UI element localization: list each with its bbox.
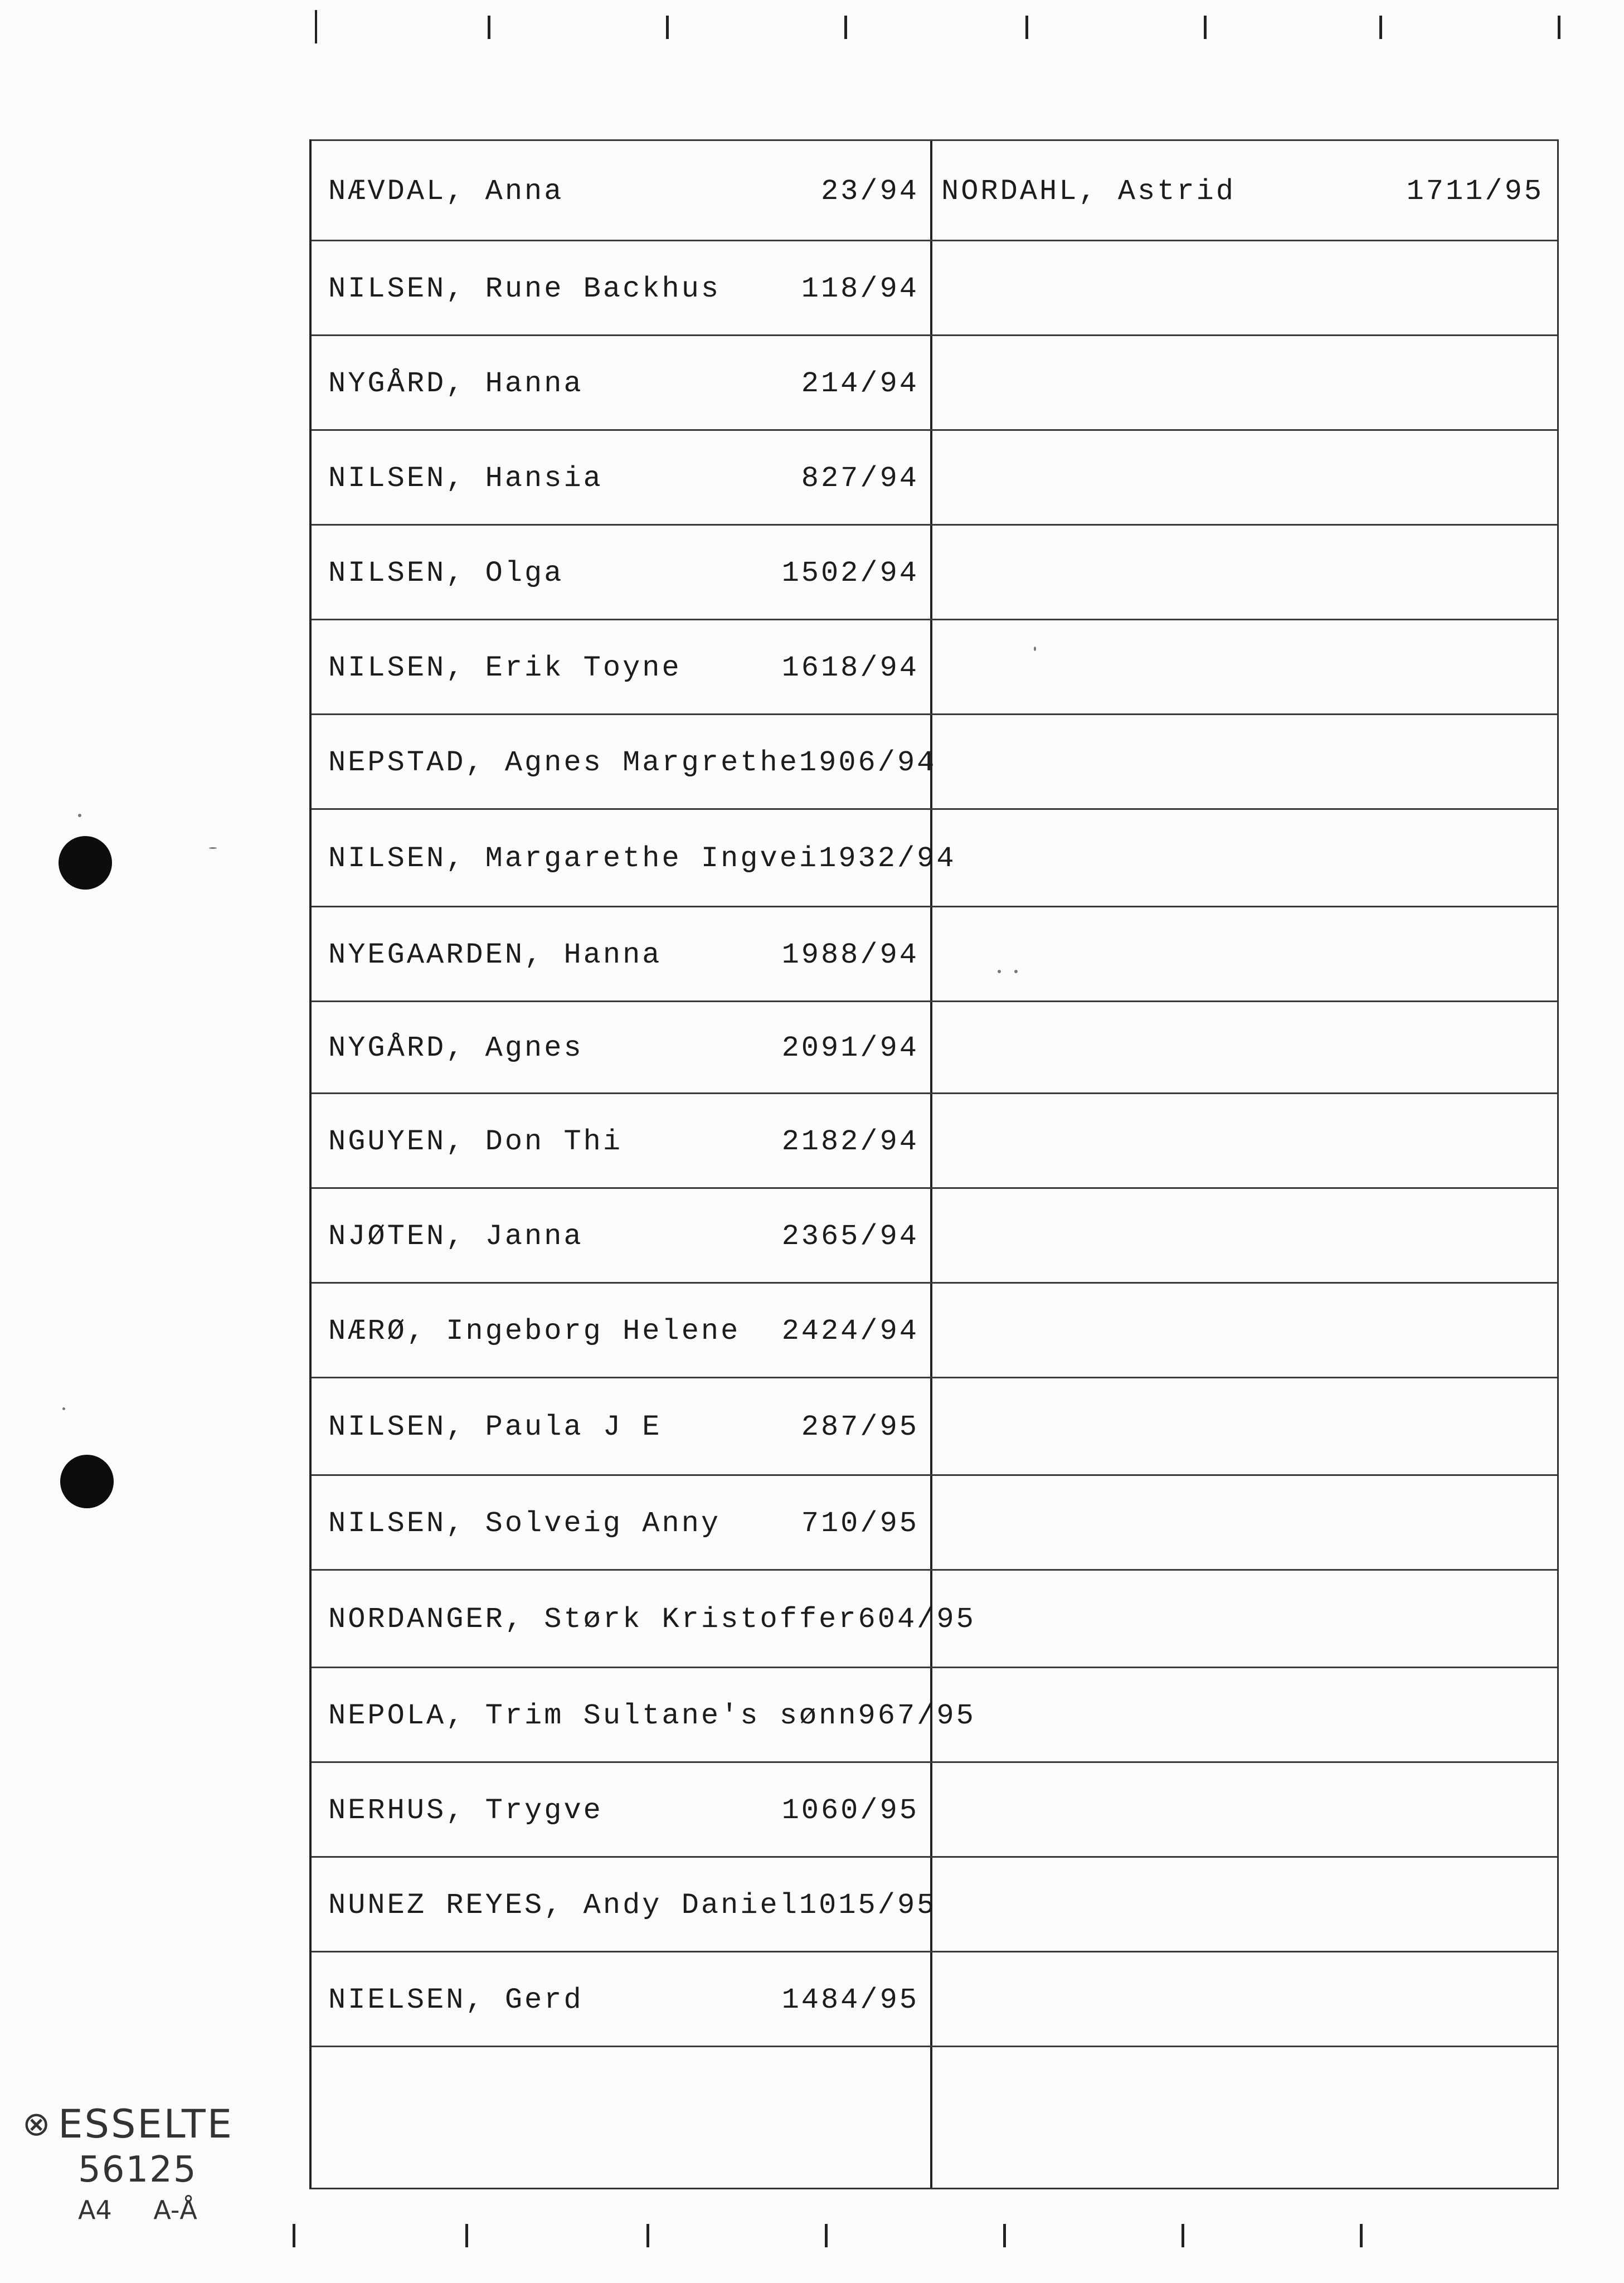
tick-mark [844, 16, 847, 39]
ledger-row [312, 1282, 1557, 1378]
ledger-row [312, 1092, 1557, 1189]
left-entry [328, 1284, 919, 1378]
tick-mark [1360, 2224, 1363, 2247]
ledger-row [312, 713, 1557, 810]
stamp-number: 56125 [78, 2149, 197, 2190]
entry-case-number: 23/94 [820, 174, 919, 208]
left-entry [328, 1668, 976, 1763]
entry-case-number: 1618/94 [781, 651, 919, 684]
right-entry [941, 1476, 1544, 1571]
entry-name: NÆVDAL, Anna [328, 174, 564, 208]
left-entry [328, 241, 919, 336]
left-entry [328, 907, 919, 1002]
left-entry [328, 1189, 919, 1284]
bottom-tick-marks [0, 2224, 1624, 2252]
entry-case-number: 1932/94 [819, 842, 956, 875]
entry-case-number: 2091/94 [781, 1032, 919, 1065]
left-entry [328, 431, 919, 526]
left-entry [328, 526, 919, 620]
entry-name: NILSEN, Hansia [328, 462, 603, 495]
tick-mark [666, 16, 669, 39]
entry-case-number: 967/95 [858, 1699, 976, 1732]
right-entry [941, 141, 1544, 241]
entry-name: NÆRØ, Ingeborg Helene [328, 1314, 741, 1348]
ledger-row [312, 906, 1557, 1002]
ledger-row [312, 1951, 1557, 2047]
right-entry [941, 2047, 1544, 2189]
tick-mark [825, 2224, 828, 2247]
right-entry [941, 1858, 1544, 1952]
left-entry [328, 1094, 919, 1189]
tick-mark [1379, 16, 1382, 39]
right-entry [941, 620, 1544, 715]
right-entry [941, 526, 1544, 620]
left-entry [328, 810, 956, 907]
entry-name: NILSEN, Erik Toyne [328, 651, 682, 684]
right-entry [941, 241, 1544, 336]
entry-name: NILSEN, Margarethe Ingvei [328, 842, 819, 875]
right-entry [941, 810, 1544, 907]
right-entry [941, 336, 1544, 431]
entry-name: NYGÅRD, Hanna [328, 367, 584, 400]
tick-mark [315, 10, 317, 43]
tick-mark [1181, 2224, 1184, 2247]
left-entry [328, 1002, 919, 1094]
left-entry [328, 1952, 919, 2047]
entry-name: NORDAHL, Astrid [941, 174, 1236, 208]
right-entry [941, 1284, 1544, 1378]
manufacturer-stamp [22, 2101, 234, 2225]
left-entry [328, 141, 919, 241]
entry-name: NIELSEN, Gerd [328, 1983, 584, 2017]
entry-name: NILSEN, Solveig Anny [328, 1507, 721, 1540]
punch-hole [60, 1455, 114, 1508]
left-entry [328, 1858, 937, 1952]
ledger-row [312, 1474, 1557, 1571]
entry-name: NGUYEN, Don Thi [328, 1125, 623, 1158]
entry-case-number: 2182/94 [781, 1125, 919, 1158]
esselte-logo-icon: ⊗ [22, 2105, 51, 2144]
tick-mark [1003, 2224, 1006, 2247]
entry-case-number: 1502/94 [781, 556, 919, 590]
ink-speck [209, 847, 217, 849]
entry-case-number: 1988/94 [781, 938, 919, 972]
ledger-row [312, 619, 1557, 715]
tick-mark [293, 2224, 295, 2247]
tick-mark [1025, 16, 1028, 39]
left-entry [328, 620, 919, 715]
right-entry [941, 1378, 1544, 1476]
right-entry [941, 1571, 1544, 1668]
left-entry [328, 1763, 919, 1858]
entry-name: NERHUS, Trygve [328, 1794, 603, 1827]
ledger-row [312, 1761, 1557, 1858]
entry-name: NYEGAARDEN, Hanna [328, 938, 662, 972]
ledger-row [312, 1377, 1557, 1476]
ledger-row [312, 524, 1557, 620]
entry-case-number: 1906/94 [799, 746, 937, 779]
left-entry [328, 1378, 919, 1476]
tick-mark [646, 2224, 649, 2247]
ledger-row [312, 1667, 1557, 1763]
ledger-row [312, 808, 1557, 907]
entry-name: NILSEN, Rune Backhus [328, 272, 721, 305]
entry-name: NILSEN, Paula J E [328, 1411, 662, 1444]
entry-name: NUNEZ REYES, Andy Daniel [328, 1888, 799, 1922]
ledger-row [312, 1000, 1557, 1094]
ledger-row [312, 1856, 1557, 1952]
entry-name: NORDANGER, Størk Kristoffer [328, 1603, 858, 1636]
entry-case-number: 827/94 [801, 462, 919, 495]
ledger-row [312, 240, 1557, 336]
right-entry [941, 1952, 1544, 2047]
right-entry [941, 1002, 1544, 1094]
entry-case-number: 214/94 [801, 367, 919, 400]
entry-case-number: 604/95 [858, 1603, 976, 1636]
tick-mark [488, 16, 490, 39]
entry-name: NILSEN, Olga [328, 556, 564, 590]
left-entry [328, 715, 937, 810]
entry-name: NYGÅRD, Agnes [328, 1032, 584, 1065]
entry-case-number: 118/94 [801, 272, 919, 305]
entry-case-number: 2424/94 [781, 1314, 919, 1348]
ledger-row [312, 1187, 1557, 1284]
right-entry [941, 1094, 1544, 1189]
entry-case-number: 1484/95 [781, 1983, 919, 2017]
ledger-row [312, 139, 1557, 241]
entry-name: NEPOLA, Trim Sultane's sønn [328, 1699, 858, 1732]
tick-mark [1204, 16, 1207, 39]
ink-speck [62, 1407, 65, 1410]
right-entry [941, 1668, 1544, 1763]
ledger-row [312, 334, 1557, 431]
stamp-brand: ESSELTE [58, 2101, 234, 2147]
right-entry [941, 1189, 1544, 1284]
left-entry [328, 1571, 976, 1668]
ledger-row [312, 1569, 1557, 1668]
left-entry [328, 2047, 919, 2189]
ink-speck [78, 814, 81, 817]
entry-name: NJØTEN, Janna [328, 1220, 584, 1253]
right-entry [941, 1763, 1544, 1858]
entry-case-number: 287/95 [801, 1411, 919, 1444]
right-entry [941, 907, 1544, 1002]
top-tick-marks [0, 16, 1624, 43]
right-entry [941, 431, 1544, 526]
right-entry [941, 715, 1544, 810]
entry-case-number: 1060/95 [781, 1794, 919, 1827]
ledger-row [312, 2046, 1557, 2189]
tick-mark [1558, 16, 1560, 39]
left-entry [328, 336, 919, 431]
index-ledger [309, 139, 1559, 2189]
entry-case-number: 1711/95 [1406, 174, 1544, 208]
entry-case-number: 1015/95 [799, 1888, 937, 1922]
entry-name: NEPSTAD, Agnes Margrethe [328, 746, 799, 779]
entry-case-number: 710/95 [801, 1507, 919, 1540]
left-entry [328, 1476, 919, 1571]
stamp-format: A4 A-Å [78, 2195, 197, 2225]
ledger-row [312, 429, 1557, 526]
entry-case-number: 2365/94 [781, 1220, 919, 1253]
tick-mark [465, 2224, 468, 2247]
punch-hole [59, 836, 112, 890]
